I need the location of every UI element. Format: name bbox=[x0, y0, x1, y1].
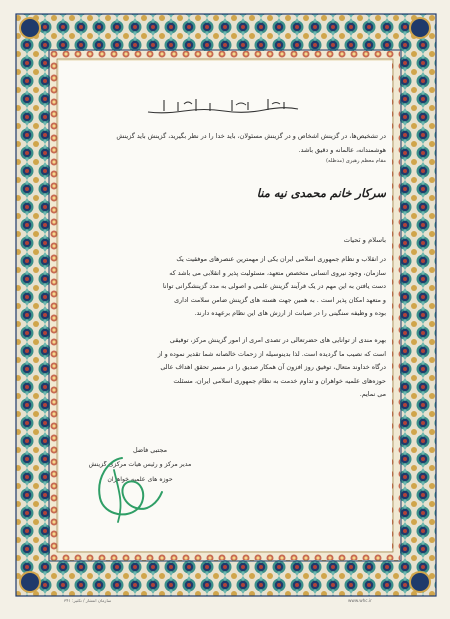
body-line: می نمایم. bbox=[359, 390, 386, 398]
body-line: حوزه‌های علمیه خواهران و تداوم خدمت به نظام جمهوری اسلامی ایران، مسئلت bbox=[173, 376, 386, 385]
handwritten-signature bbox=[78, 448, 168, 528]
intro-line: هوشمندانه، عالمانه و دقیق باشد. bbox=[298, 145, 386, 154]
signer-name: مجتبی فاضل bbox=[132, 446, 168, 454]
basmala-calligraphy bbox=[144, 96, 302, 118]
body-line: بوده و وظیفه سنگینی را در صیانت از ارزش های این نظام برعهده دارند. bbox=[194, 309, 386, 317]
footer-right-text: www.whc.ir bbox=[348, 598, 372, 603]
body-line: سازمان، وجود نیروی انسانی متخصص متعهد، مسئولیت پذیر و انقلابی می باشد که bbox=[169, 268, 386, 277]
greeting: باسلام و تحیات bbox=[343, 236, 386, 244]
signer-title-line-1: مدیر مرکز و رئیس هیات مرکزی گزینش bbox=[88, 461, 192, 468]
page-footer bbox=[0, 596, 450, 619]
signer-title-line-2: حوزه های علمیه خواهران bbox=[107, 476, 173, 483]
body-line: بهره مندی از توانایی های حضرتعالی در تصدی امری از امور گزینش مرکز، توفیقی bbox=[169, 336, 386, 344]
body-paragraph-1 bbox=[62, 253, 386, 321]
body-line: دست یافتن به این مهم در یک فرآیند گزینش علمی و اصولی به مدد گزینشگرانی توانا bbox=[162, 282, 386, 290]
body-line: در انقلاب و نظام جمهوری اسلامی ایران یکی از مهمترین عنصرهای موفقیت یک bbox=[176, 255, 386, 263]
body-line: است که نصیب ما گردیده است. لذا بدینوسیله از زحمات خالصانه شما تقدیر نموده و از bbox=[157, 349, 386, 358]
recipient-salutation: سرکار خانم محمدی نیه منا bbox=[256, 186, 386, 200]
body-paragraph-2 bbox=[62, 334, 386, 402]
intro-paragraph bbox=[66, 130, 386, 157]
body-line: و متعهد امکان پذیر است . به همین جهت هسته های گزینش ضامن سلامت اداری bbox=[174, 295, 386, 304]
intro-line: در تشخیص‌ها، در گزینش اشخاص و در گزینش مسئولان، باید خدا را در نظر بگیرید، گزینش باید گزینش bbox=[116, 132, 386, 140]
quote-attribution: مقام معظم رهبری (مدظله) bbox=[325, 158, 386, 164]
body-line: درگاه خداوند متعال، توفیق روز افزون آن همکار صدیق را در مسیر تحقق اهداف عالی bbox=[160, 363, 386, 371]
footer-left-text: سازمان انتشار / تکثیر: ۳۴۱ bbox=[64, 598, 112, 603]
